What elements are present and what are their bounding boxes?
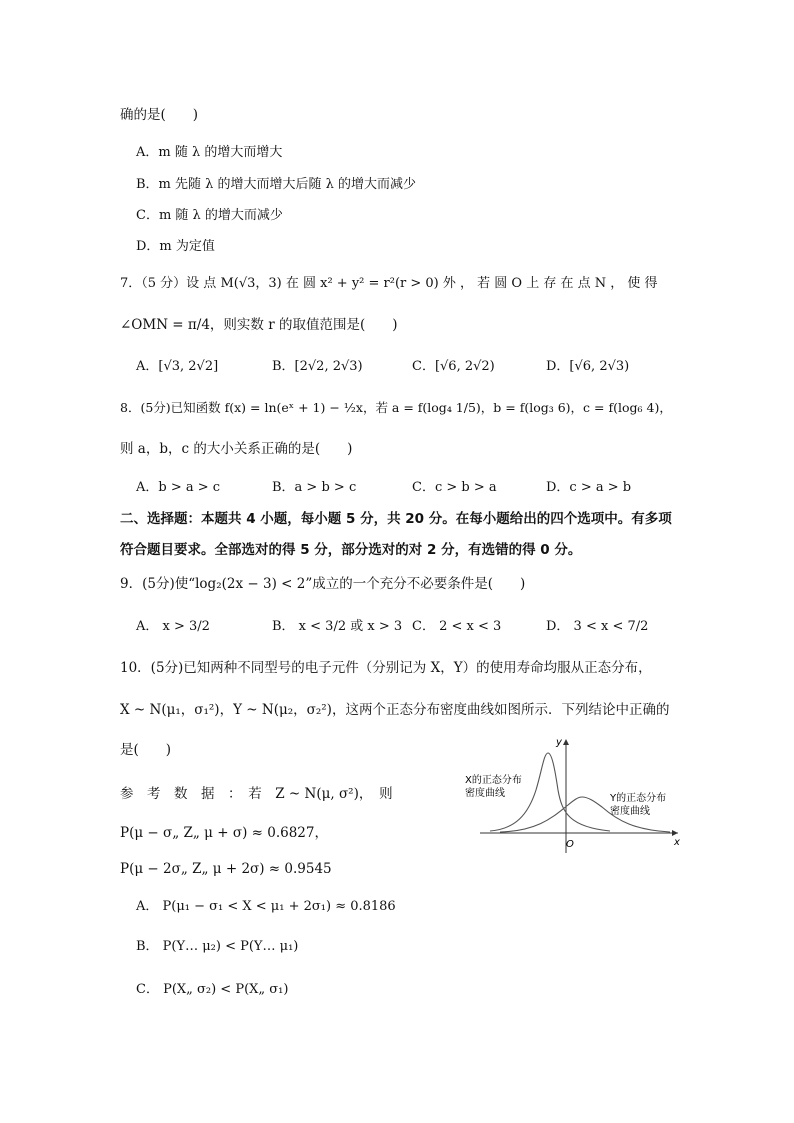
x-density-curve xyxy=(490,753,610,831)
q8-option-d: D．c > a > b xyxy=(546,480,632,495)
x-axis-arrow xyxy=(672,830,678,836)
y-curve-label: Y的正态分布 xyxy=(610,793,667,804)
normal-curves-svg xyxy=(460,735,685,855)
axis-x-label: x xyxy=(674,837,680,848)
y-axis-arrow xyxy=(563,739,569,745)
q7-stem-2: ∠OMN = π/4，则实数 r 的取值范围是( ) xyxy=(120,317,398,333)
q10-option-c: C． P(X„ σ₂) < P(X„ σ₁) xyxy=(136,982,289,997)
section-2-heading-2: 符合题目要求。全部选对的得 5 分，部分选对的对 2 分，有选错的得 0 分。 xyxy=(120,542,582,558)
q9-option-d: D． 3 < x < 7/2 xyxy=(546,619,649,634)
q6-option-b: B．m 先随 λ 的增大而增大后随 λ 的增大而减少 xyxy=(136,177,417,192)
q6-option-d: D．m 为定值 xyxy=(136,239,215,254)
section-2-heading: 二、选择题：本题共 4 小题，每小题 5 分，共 20 分。在每小题给出的四个选项中。有多项 xyxy=(120,511,672,527)
q10-option-a: A． P(μ₁ − σ₁ < X < μ₁ + 2σ₁) ≈ 0.8186 xyxy=(136,899,396,914)
q9-option-b: B． x < 3/2 或 x > 3 xyxy=(272,619,403,634)
q8-option-c: C．c > b > a xyxy=(412,480,497,495)
x-curve-label-2: 密度曲线 xyxy=(465,788,505,799)
q7-stem: 7．（5 分）设 点 M(√3，3) 在 圆 x² + y² = r²(r > 0) 外 ， 若 圆 O 上 存 在 点 N ， 使 得 xyxy=(120,276,658,291)
normal-curves-figure xyxy=(460,735,685,855)
q10-stem-2: X ~ N(μ₁，σ₁²)，Y ~ N(μ₂，σ₂²)，这两个正态分布密度曲线如图所示．下列结论中正确的 xyxy=(120,702,670,718)
q7-option-b: B．[2√2, 2√3) xyxy=(272,359,363,374)
reference-formula-2: P(μ − 2σ„ Z„ μ + 2σ) ≈ 0.9545 xyxy=(120,861,332,877)
reference-formula-1: P(μ − σ„ Z„ μ + σ) ≈ 0.6827， xyxy=(120,825,328,841)
q8-option-a: A．b > a > c xyxy=(136,480,221,495)
q7-option-a: A．[√3, 2√2] xyxy=(136,359,219,374)
q9-stem: 9．(5分)使“log₂(2x − 3) < 2”成立的一个充分不必要条件是( ) xyxy=(120,576,526,592)
axis-y-label: y xyxy=(556,737,562,748)
q6-option-a: A．m 随 λ 的增大而增大 xyxy=(136,145,283,160)
q8-stem-2: 则 a，b，c 的大小关系正确的是( ) xyxy=(120,441,353,457)
q10-stem: 10．(5分)已知两种不同型号的电子元件（分别记为 X，Y）的使用寿命均服从正态分布， xyxy=(120,660,652,676)
line-1: 确的是( ) xyxy=(120,107,199,123)
q8-stem: 8．(5分)已知函数 f(x) = ln(eˣ + 1) − ½x，若 a = f(log₄ 1/5)，b = f(log₃ 6)，c = f(log₆ 4)， xyxy=(120,400,672,415)
q10-option-b: B． P(Y… μ₂) < P(Y… μ₁) xyxy=(136,939,299,954)
origin-label: O xyxy=(566,839,574,850)
q8-option-b: B．a > b > c xyxy=(272,480,357,495)
q10-stem-3: 是( ) xyxy=(120,742,172,758)
x-curve-label: X的正态分布 xyxy=(465,775,522,786)
q9-option-c: C． 2 < x < 3 xyxy=(412,619,502,634)
q7-option-c: C．[√6, 2√2) xyxy=(412,359,495,374)
y-curve-label-2: 密度曲线 xyxy=(610,806,650,817)
q6-option-c: C．m 随 λ 的增大而减少 xyxy=(136,208,283,223)
q9-option-a: A． x > 3/2 xyxy=(136,619,210,634)
reference-data: 参 考 数 据 ： 若 Z ~ N(μ, σ²)， 则 xyxy=(120,786,393,802)
q7-option-d: D．[√6, 2√3) xyxy=(546,359,630,374)
